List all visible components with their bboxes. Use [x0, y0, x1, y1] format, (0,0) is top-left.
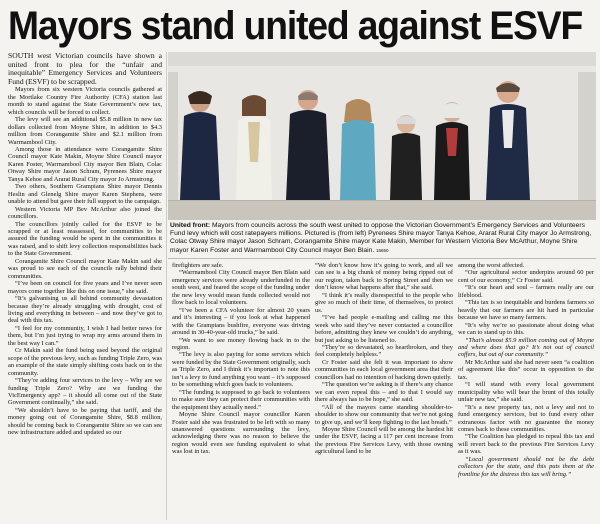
- paragraph: Moyne Shire Council will be among the hardest hit under the ESVF, facing a 117 per cent increase from the previous Fire Services Levy, with those owning agricultural land to be: [315, 425, 453, 456]
- paragraph: Moyne Shire Council mayor councillor Karen Foster said she was frustrated to be left with so many unanswered questions surrounding the levy, acknowledging there was no reason to believe the region would even see funding equivalent to what was lost in tax.: [172, 411, 310, 456]
- person-4: [340, 99, 376, 200]
- paragraph: “Our agricultural sector underpins around 60 per cent of our economy,” Cr Foster said.: [458, 269, 594, 284]
- paragraph: “I think it’s really disrespectful to the people who give so much of their time, of themselves, to protect us.: [315, 291, 453, 314]
- paragraph: “I’ve had people e-mailing and calling me this week who said they’ve never contacted a councillor before, admitting they knew we couldn’t do anything, but just asking to be listened to.: [315, 314, 453, 344]
- article-column-3: [315, 262, 453, 520]
- paragraph: The levy will see an additional $5.8 million in new tax dollars collected from Moyne Shire, in addition to $4.3 million from Corangamite Shire and $2.1 million from Warrnambool City.: [8, 116, 162, 146]
- paragraph: Two others, Southern Grampians Shire mayor Dennis Heslin and Glenelg Shire mayor Karen Stephens, were unable to attend but gave their full support to the campaign.: [8, 183, 162, 206]
- paragraph: “I will stand with every local government municipality who will bear the brunt of this totally unfair new tax,” she said.: [458, 381, 594, 404]
- paragraph: “The levy is also paying for some services which were funded by the State Government originally, such as Triple Zero, and I think it’s important to note this isn’t a levy to fund anything you want – it’s supposed to be something which goes back to volunteers.: [172, 351, 310, 389]
- caption-text: Mayors from councils across the south west united to oppose the Victorian Government’s Emergency Services and Volunteers Fund levy which will cost ratepayers millions. Pictured is (from left) Pyrenees Shire mayor Tanya Kehoe, Ararat Rural City mayor Jo Armstrong, Colac Otway Shire mayor Jason Schram, Corangamite Shire mayor Kate Makin, Member for Western Victoria Bev McArthur, Moyne Shire mayor Karen Foster and Warrnambool City Council mayor Ben Blain.: [170, 222, 592, 254]
- paragraph: Cr Makin said the fund being used beyond the original scope of the previous levy, such as funding Triple Zero, was an example of the state simply shifting costs back on to the community.: [8, 347, 162, 377]
- paragraph: “Local government should not be the debt collectors for the state, and this puts them at the frontline for the distress this tax will bring.”: [458, 455, 594, 478]
- paragraph: “It’s a new property tax, not a levy and not to fund emergency services, but to fund every other extraneous factor with no guarantee the money comes back to these communities.: [458, 403, 594, 433]
- paragraph: “I’ve been on council for five years and I’ve never seen mayors come together like this on one issue,” she said.: [8, 280, 162, 295]
- paragraph: Among those in attendance were Corangamite Shire Council mayor Kate Makin, Moyne Shire Council mayor Karen Foster, Warrnambool City mayor Ben Blain, Colac Otway Shire mayor Jason Schram, Pyrenees Shire mayor Tanya Kehoe and Ararat Rural City mayor Jo Armstrong.: [8, 146, 162, 183]
- group-photo: [168, 52, 596, 220]
- column-rule: [166, 52, 167, 520]
- article-column-4: [458, 262, 594, 520]
- paragraph: “The funding is supposed to go back to volunteers to make sure they can protect their communities with the equipment they actually need.”: [172, 388, 310, 411]
- paragraph: “The question we’re asking is if there’s any chance we can even repeal this – and to that I would say there always has to be hope,” she said.: [315, 381, 453, 404]
- paragraph: Mayors from six western Victoria councils gathered at the Mortlake Country Fire Authority (CFA) station last month to stand against the State Government’s new tax, which councils will be forced to collect.: [8, 86, 162, 116]
- paragraph: Corangamite Shire Council mayor Kate Makin said she was proud to see each of the councils rally behind their communities.: [8, 257, 162, 280]
- article-column-1: [8, 52, 162, 520]
- caption-code: 16650: [376, 247, 389, 253]
- paragraph: “We want to see money flowing back in to the region.: [172, 336, 310, 351]
- paragraph: Mr McArthur said she had never seen “a coalition of agreement like this” occur in opposition to the tax.: [458, 358, 594, 381]
- article-lede: SOUTH west Victorian councils have shown a united front to plea for the “unfair and inequitable” Emergency Services and Volunteers Fund (ESVF) to be scrapped.: [8, 52, 162, 86]
- group-photo-illustration: [168, 52, 596, 220]
- paragraph: “They’re so devastated, so heartbroken, and they feel completely helpless.”: [315, 343, 453, 359]
- headline: Mayors stand united against ESVF: [8, 4, 583, 48]
- paragraph: “It’s why we’re so passionate about doing what we can to stand up to this.: [458, 321, 594, 337]
- article-column-2: [172, 262, 310, 520]
- paragraph: “I’ve been a CFA volunteer for almost 20 years and it’s interesting – if you look at what happened with the Grampians bushfire, everyone was driving around in 30-40-year-old trucks,” he said.: [172, 306, 310, 337]
- paragraph: The councillors jointly called for the ESVF to be scrapped or at least reassessed, for communities to be assured the funding would be spent in the communities it was raised, and to shift levy collection responsibilities back to the State Government.: [8, 220, 162, 258]
- paragraph: Western Victoria MP Bev McArthur also joined the councillors.: [8, 205, 162, 221]
- paragraph: “It’s our heart and soul – farmers really are our lifeblood.: [458, 284, 594, 299]
- paragraph: “We shouldn’t have to be paying that tariff, and the money going out of Corangamite Shire, $8.8 million, should be coming back to Corangamite Shire so we can see new infrastructure added and updated so our: [8, 406, 162, 437]
- paragraph: “I feel for my community, I wish I had better news for them, but I’m just trying to wrap my arms around them in the best way I can.”: [8, 324, 162, 347]
- paragraph: “That’s almost $5.9 million coming out of Moyne and where does that go? It’s not out of council coffers, but out of our community.”: [458, 336, 594, 359]
- paragraph: “We don’t know how it’s going to work, and all we can see is a big chunk of money being ripped out of our region, taken back to Spring Street and then we don’t know what happens after that,” she said.: [315, 262, 453, 292]
- paragraph: “Warrnambool City Council mayor Ben Blain said emergency services were already underfunded in the south west, and feared the scope of the funding under the new levy would mean funds collected would not flow back to local volunteers.: [172, 269, 310, 307]
- caption-lead: United front:: [170, 222, 211, 229]
- paragraph: firefighters are safe.: [172, 262, 224, 269]
- paragraph: “It’s galvanising us all behind community devastation because they’re already struggling with drought, cost of living and everything in between – and now they’ve got to deal with this tax.: [8, 295, 162, 325]
- paragraph: “This tax is so inequitable and burdens farmers so heavily that our farmers are hit hard in particular because we have so many farmers.: [458, 299, 594, 322]
- paragraph: “They’re adding four services to the levy – Why are we funding Triple Zero? Why are we funding the VicEmergency app? – it should all come out of the State Government continually,” she said.: [8, 377, 162, 407]
- caption-divider: [168, 258, 596, 259]
- paragraph: among the worst affected.: [458, 262, 525, 269]
- paragraph: Cr Foster said she felt it was important to show communities in each local government area that their councillors had no intention of backing down quietly.: [315, 358, 453, 381]
- paragraph: “The Coalition has pledged to repeal this tax and will revert back to the previous Fire Services Levy as it was.: [458, 433, 594, 456]
- paragraph: “All of the mayors came standing shoulder-to-shoulder to show our community that we’re not going to give up, and we’ll keep fighting to the last breath.”: [315, 403, 453, 426]
- photo-caption: [170, 222, 594, 255]
